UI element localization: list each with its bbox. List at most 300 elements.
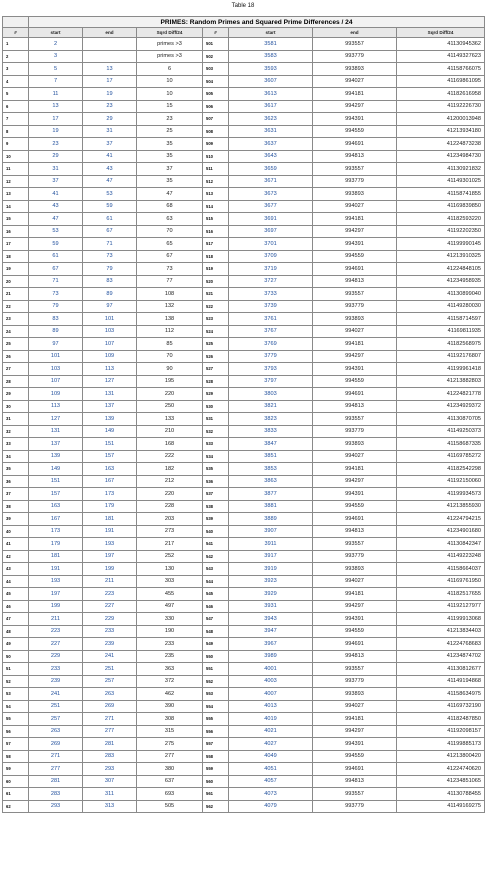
end-value-right: 994559: [313, 625, 397, 638]
row-index-right: 531: [203, 413, 229, 426]
end-value-right: 993557: [313, 38, 397, 51]
row-index: 56: [3, 725, 29, 738]
row-index: 32: [3, 425, 29, 438]
sqrd-diff-value: 90: [137, 363, 203, 376]
sqrd-diff-value: 70: [137, 350, 203, 363]
table-row: [3, 575, 485, 588]
table-row: [3, 88, 485, 101]
row-index-right: 516: [203, 225, 229, 238]
row-index: 1: [3, 38, 29, 51]
start-value-right: 3779: [229, 350, 313, 363]
table-row: [3, 113, 485, 126]
sqrd-diff-value-right: 41234901680: [397, 525, 485, 538]
end-value: 83: [83, 275, 137, 288]
start-value-right: 3583: [229, 50, 313, 63]
start-value-right: 4027: [229, 738, 313, 751]
end-value-right: 994181: [313, 588, 397, 601]
sqrd-diff-value: 35: [137, 138, 203, 151]
start-value: 199: [29, 600, 83, 613]
table-row: [3, 50, 485, 63]
start-value: 23: [29, 138, 83, 151]
end-value-right: 993557: [313, 288, 397, 301]
start-value: 151: [29, 475, 83, 488]
row-index-right: 507: [203, 113, 229, 126]
start-value: 43: [29, 200, 83, 213]
end-value: 293: [83, 763, 137, 776]
table-title-row: [3, 17, 485, 28]
sqrd-diff-value-right: 41182593220: [397, 213, 485, 226]
row-index-right: 553: [203, 688, 229, 701]
table-row: [3, 188, 485, 201]
start-value: 241: [29, 688, 83, 701]
start-value-right: 3881: [229, 500, 313, 513]
start-value: 263: [29, 725, 83, 738]
sqrd-diff-value-right: 41192226730: [397, 100, 485, 113]
sqrd-diff-value-right: 41149194868: [397, 675, 485, 688]
table-row: [3, 138, 485, 151]
sqrd-diff-value-right: 41130921832: [397, 163, 485, 176]
end-value: 101: [83, 313, 137, 326]
table-row: [3, 688, 485, 701]
table-row: [3, 200, 485, 213]
row-index-right: 526: [203, 350, 229, 363]
table-row: [3, 250, 485, 263]
table-row: [3, 213, 485, 226]
start-value-right: 3821: [229, 400, 313, 413]
row-index: 59: [3, 763, 29, 776]
start-value-right: 3617: [229, 100, 313, 113]
sqrd-diff-value-right: 41158714597: [397, 313, 485, 326]
end-value: 103: [83, 325, 137, 338]
row-index: 43: [3, 563, 29, 576]
row-index-right: 529: [203, 388, 229, 401]
table-row: [3, 400, 485, 413]
start-value: 229: [29, 650, 83, 663]
sqrd-diff-value-right: 41169761950: [397, 575, 485, 588]
sqrd-diff-value-right: 41192127977: [397, 600, 485, 613]
sqrd-diff-value: 37: [137, 163, 203, 176]
end-value-right: 993557: [313, 413, 397, 426]
end-value: 31: [83, 125, 137, 138]
row-index-right: 539: [203, 513, 229, 526]
sqrd-diff-value-right: 41149301025: [397, 175, 485, 188]
sqrd-diff-value: 303: [137, 575, 203, 588]
header-index-left: #: [3, 28, 29, 38]
sqrd-diff-value: 455: [137, 588, 203, 601]
start-value-right: 3769: [229, 338, 313, 351]
row-index-right: 519: [203, 263, 229, 276]
sqrd-diff-value-right: 41224740620: [397, 763, 485, 776]
start-value: 233: [29, 663, 83, 676]
start-value: 257: [29, 713, 83, 726]
end-value: 229: [83, 613, 137, 626]
end-value: 109: [83, 350, 137, 363]
start-value: 7: [29, 75, 83, 88]
sqrd-diff-value: 220: [137, 388, 203, 401]
end-value-right: 994391: [313, 363, 397, 376]
row-index-right: 560: [203, 775, 229, 788]
row-index: 29: [3, 388, 29, 401]
end-value: 181: [83, 513, 137, 526]
start-value-right: 3739: [229, 300, 313, 313]
row-index-right: 520: [203, 275, 229, 288]
table-row: [3, 488, 485, 501]
table-row: [3, 100, 485, 113]
end-value: [83, 50, 137, 63]
start-value: 157: [29, 488, 83, 501]
sqrd-diff-value: 10: [137, 75, 203, 88]
row-index: 37: [3, 488, 29, 501]
start-value-right: 3677: [229, 200, 313, 213]
row-index: 19: [3, 263, 29, 276]
end-value: 13: [83, 63, 137, 76]
start-value: 97: [29, 338, 83, 351]
start-value: 67: [29, 263, 83, 276]
row-index: 46: [3, 600, 29, 613]
row-index: 61: [3, 788, 29, 801]
end-value: 71: [83, 238, 137, 251]
table-row: [3, 363, 485, 376]
sqrd-diff-value-right: 41149327623: [397, 50, 485, 63]
row-index: 48: [3, 625, 29, 638]
sqrd-diff-value-right: 41234929372: [397, 400, 485, 413]
start-value: 13: [29, 100, 83, 113]
end-value: 59: [83, 200, 137, 213]
sqrd-diff-value-right: 41158664037: [397, 563, 485, 576]
end-value-right: 994559: [313, 375, 397, 388]
row-index-right: 534: [203, 450, 229, 463]
end-value-right: 993893: [313, 313, 397, 326]
row-index-right: 562: [203, 800, 229, 813]
end-value-right: 994813: [313, 275, 397, 288]
start-value: 29: [29, 150, 83, 163]
end-value: 277: [83, 725, 137, 738]
start-value: 193: [29, 575, 83, 588]
start-value: 37: [29, 175, 83, 188]
table-title: PRIMES: Random Primes and Squared Prime Differences / 24: [29, 17, 485, 28]
end-value-right: 994691: [313, 138, 397, 151]
sqrd-diff-value-right: 41224848105: [397, 263, 485, 276]
row-index: 7: [3, 113, 29, 126]
end-value: 197: [83, 550, 137, 563]
table-row: [3, 700, 485, 713]
sqrd-diff-value: 23: [137, 113, 203, 126]
end-value: 211: [83, 575, 137, 588]
sqrd-diff-value: 190: [137, 625, 203, 638]
sqrd-diff-value: 132: [137, 300, 203, 313]
end-value-right: 993893: [313, 188, 397, 201]
start-value: 5: [29, 63, 83, 76]
row-index-right: 538: [203, 500, 229, 513]
row-index-right: 525: [203, 338, 229, 351]
end-value-right: 994181: [313, 88, 397, 101]
row-index-right: 561: [203, 788, 229, 801]
end-value-right: 993893: [313, 63, 397, 76]
row-index-right: 501: [203, 38, 229, 51]
table-row: [3, 325, 485, 338]
table-row: [3, 788, 485, 801]
start-value: 19: [29, 125, 83, 138]
column-header-row: [3, 28, 485, 38]
sqrd-diff-value-right: 41169811935: [397, 325, 485, 338]
row-index-right: 523: [203, 313, 229, 326]
end-value: 257: [83, 675, 137, 688]
sqrd-diff-value-right: 41224873238: [397, 138, 485, 151]
start-value-right: 3701: [229, 238, 313, 251]
end-value-right: 993893: [313, 563, 397, 576]
sqrd-diff-value: 138: [137, 313, 203, 326]
start-value-right: 3761: [229, 313, 313, 326]
row-index-right: 508: [203, 125, 229, 138]
row-index: 42: [3, 550, 29, 563]
row-index: 6: [3, 100, 29, 113]
row-index: 38: [3, 500, 29, 513]
start-value-right: 3767: [229, 325, 313, 338]
row-index: 33: [3, 438, 29, 451]
row-index: 14: [3, 200, 29, 213]
end-value: 127: [83, 375, 137, 388]
row-index: 50: [3, 650, 29, 663]
table-row: [3, 663, 485, 676]
row-index: 16: [3, 225, 29, 238]
row-index: 5: [3, 88, 29, 101]
end-value-right: 994181: [313, 463, 397, 476]
start-value-right: 4021: [229, 725, 313, 738]
end-value-right: 993779: [313, 800, 397, 813]
sqrd-diff-value-right: 41199913068: [397, 613, 485, 626]
row-index-right: 533: [203, 438, 229, 451]
start-value-right: 3823: [229, 413, 313, 426]
end-value-right: 994813: [313, 775, 397, 788]
end-value-right: 993557: [313, 538, 397, 551]
table-row: [3, 338, 485, 351]
table-row: [3, 163, 485, 176]
end-value-right: 994181: [313, 213, 397, 226]
row-index-right: 546: [203, 600, 229, 613]
sqrd-diff-value-right: 41234984730: [397, 150, 485, 163]
row-index: 22: [3, 300, 29, 313]
end-value: 23: [83, 100, 137, 113]
sqrd-diff-value-right: 41200013948: [397, 113, 485, 126]
end-value: 311: [83, 788, 137, 801]
start-value-right: 3851: [229, 450, 313, 463]
end-value-right: 994181: [313, 338, 397, 351]
row-index: 9: [3, 138, 29, 151]
start-value-right: 3931: [229, 600, 313, 613]
sqrd-diff-value: 35: [137, 150, 203, 163]
start-value-right: 3709: [229, 250, 313, 263]
sqrd-diff-value: 273: [137, 525, 203, 538]
sqrd-diff-value-right: 41158741855: [397, 188, 485, 201]
table-row: [3, 588, 485, 601]
end-value-right: 994559: [313, 500, 397, 513]
start-value: 283: [29, 788, 83, 801]
row-index-right: 556: [203, 725, 229, 738]
start-value-right: 3889: [229, 513, 313, 526]
row-index: 13: [3, 188, 29, 201]
sqrd-diff-value-right: 41224768683: [397, 638, 485, 651]
row-index-right: 502: [203, 50, 229, 63]
row-index: 3: [3, 63, 29, 76]
row-index: 53: [3, 688, 29, 701]
sqrd-diff-value-right: 41213834403: [397, 625, 485, 638]
start-value-right: 3917: [229, 550, 313, 563]
row-index: 25: [3, 338, 29, 351]
table-row: [3, 463, 485, 476]
table-row: [3, 538, 485, 551]
row-index-right: 537: [203, 488, 229, 501]
table-row: [3, 650, 485, 663]
sqrd-diff-value: primes >3: [137, 38, 203, 51]
row-index: 47: [3, 613, 29, 626]
end-value-right: 993779: [313, 300, 397, 313]
end-value-right: 994391: [313, 613, 397, 626]
sqrd-diff-value: 363: [137, 663, 203, 676]
start-value: 59: [29, 238, 83, 251]
end-value-right: 993779: [313, 550, 397, 563]
table-row: [3, 388, 485, 401]
start-value: 131: [29, 425, 83, 438]
end-value: 233: [83, 625, 137, 638]
sqrd-diff-value-right: 41149250373: [397, 425, 485, 438]
end-value: 251: [83, 663, 137, 676]
sqrd-diff-value: 372: [137, 675, 203, 688]
row-index: 51: [3, 663, 29, 676]
sqrd-diff-value: 330: [137, 613, 203, 626]
row-index-right: 532: [203, 425, 229, 438]
start-value: 53: [29, 225, 83, 238]
end-value: 107: [83, 338, 137, 351]
start-value-right: 3989: [229, 650, 313, 663]
end-value-right: 994297: [313, 100, 397, 113]
row-index: 55: [3, 713, 29, 726]
end-value: 179: [83, 500, 137, 513]
sqrd-diff-value-right: 41130945362: [397, 38, 485, 51]
sqrd-diff-value: 210: [137, 425, 203, 438]
row-index: 44: [3, 575, 29, 588]
end-value-right: 994027: [313, 75, 397, 88]
sqrd-diff-value: 65: [137, 238, 203, 251]
start-value-right: 3853: [229, 463, 313, 476]
start-value: 173: [29, 525, 83, 538]
end-value-right: 994813: [313, 650, 397, 663]
row-index-right: 557: [203, 738, 229, 751]
start-value-right: 3623: [229, 113, 313, 126]
end-value-right: 994297: [313, 350, 397, 363]
sqrd-diff-value-right: 41199885173: [397, 738, 485, 751]
end-value: 89: [83, 288, 137, 301]
sqrd-diff-value: 637: [137, 775, 203, 788]
table-row: [3, 613, 485, 626]
end-value: 139: [83, 413, 137, 426]
row-index: 23: [3, 313, 29, 326]
row-index-right: 522: [203, 300, 229, 313]
table-row: [3, 500, 485, 513]
end-value: 67: [83, 225, 137, 238]
sqrd-diff-value: 182: [137, 463, 203, 476]
sqrd-diff-value-right: 41169732190: [397, 700, 485, 713]
start-value-right: 3863: [229, 475, 313, 488]
end-value-right: 993779: [313, 50, 397, 63]
table-row: [3, 763, 485, 776]
start-value-right: 3943: [229, 613, 313, 626]
row-index: 28: [3, 375, 29, 388]
start-value-right: 4051: [229, 763, 313, 776]
row-index-right: 544: [203, 575, 229, 588]
sqrd-diff-value-right: 41182487850: [397, 713, 485, 726]
sqrd-diff-value-right: 41169861095: [397, 75, 485, 88]
row-index: 24: [3, 325, 29, 338]
start-value: 197: [29, 588, 83, 601]
start-value: 281: [29, 775, 83, 788]
end-value: 157: [83, 450, 137, 463]
table-row: [3, 738, 485, 751]
table-row: [3, 675, 485, 688]
start-value: 41: [29, 188, 83, 201]
sqrd-diff-value-right: 41234958935: [397, 275, 485, 288]
end-value-right: 994691: [313, 763, 397, 776]
sqrd-diff-value-right: 41149169275: [397, 800, 485, 813]
row-index: 2: [3, 50, 29, 63]
table-row: [3, 638, 485, 651]
table-row: [3, 63, 485, 76]
start-value: 103: [29, 363, 83, 376]
start-value: 127: [29, 413, 83, 426]
end-value: 313: [83, 800, 137, 813]
table-row: [3, 263, 485, 276]
start-value-right: 3803: [229, 388, 313, 401]
sqrd-diff-value-right: 41130899040: [397, 288, 485, 301]
start-value-right: 3923: [229, 575, 313, 588]
end-value-right: 994297: [313, 725, 397, 738]
sqrd-diff-value: 10: [137, 88, 203, 101]
start-value: 2: [29, 38, 83, 51]
sqrd-diff-value-right: 41213910325: [397, 250, 485, 263]
header-start-left: start: [29, 28, 83, 38]
table-row: [3, 300, 485, 313]
row-index: 58: [3, 750, 29, 763]
start-value-right: 4003: [229, 675, 313, 688]
sqrd-diff-value-right: 41224821778: [397, 388, 485, 401]
table-row: [3, 413, 485, 426]
end-value: 263: [83, 688, 137, 701]
sqrd-diff-value: 35: [137, 175, 203, 188]
start-value: 11: [29, 88, 83, 101]
row-index: 60: [3, 775, 29, 788]
row-index-right: 535: [203, 463, 229, 476]
start-value: 251: [29, 700, 83, 713]
end-value: 79: [83, 263, 137, 276]
table-row: [3, 350, 485, 363]
table-row: [3, 225, 485, 238]
row-index: 15: [3, 213, 29, 226]
end-value: 97: [83, 300, 137, 313]
sqrd-diff-value-right: 41234851065: [397, 775, 485, 788]
row-index-right: 542: [203, 550, 229, 563]
sqrd-diff-value: 250: [137, 400, 203, 413]
row-index: 31: [3, 413, 29, 426]
table-row: [3, 375, 485, 388]
start-value-right: 3719: [229, 263, 313, 276]
sqrd-diff-value: 693: [137, 788, 203, 801]
table-row: [3, 175, 485, 188]
start-value-right: 4049: [229, 750, 313, 763]
start-value: 181: [29, 550, 83, 563]
row-index: 12: [3, 175, 29, 188]
sqrd-diff-value: 203: [137, 513, 203, 526]
primes-table: [2, 16, 485, 813]
sqrd-diff-value: 77: [137, 275, 203, 288]
